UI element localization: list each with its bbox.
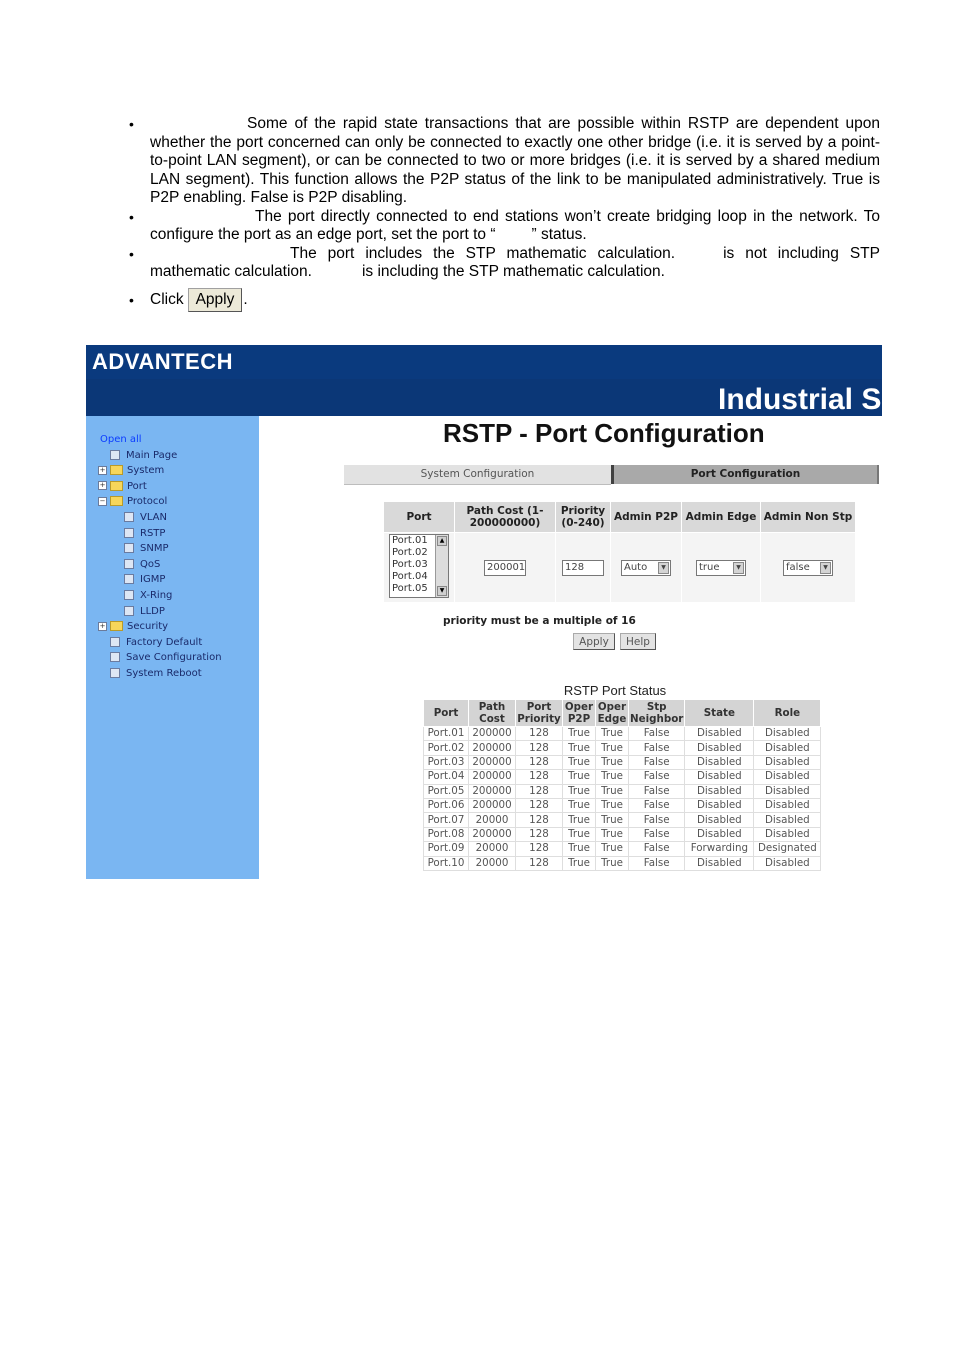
bullet-click-apply	[150, 288, 880, 312]
table-cell: Disabled	[685, 856, 754, 870]
sidebar-item-protocol[interactable]	[98, 495, 167, 509]
bullet-text: The port includes the STP mathematic calculation.	[290, 244, 676, 262]
bullet-admin-non-stp	[150, 245, 880, 282]
table-cell: Port.07	[424, 813, 469, 827]
table-cell: Disabled	[685, 755, 754, 769]
table-cell: 128	[516, 741, 563, 755]
table-row	[424, 842, 821, 856]
admin-p2p-cell	[611, 533, 682, 603]
port-select-cell	[384, 533, 455, 603]
table-cell: 200000	[469, 741, 516, 755]
sidebar-item-lldp[interactable]	[124, 605, 165, 619]
sidebar-item-qos[interactable]	[124, 558, 160, 572]
status-col-oper-p2p: Oper P2P	[563, 700, 596, 727]
table-cell: Disabled	[685, 798, 754, 812]
chevron-down-icon: ▼	[733, 562, 744, 574]
table-row	[424, 755, 821, 769]
tab-bar	[344, 465, 881, 485]
folder-icon	[110, 465, 123, 475]
table-cell: True	[596, 856, 629, 870]
bullet-list	[150, 115, 880, 312]
bullet-text: ” status.	[531, 226, 587, 243]
table-cell: Disabled	[754, 827, 821, 841]
table-cell: True	[563, 798, 596, 812]
sidebar-item-rstp[interactable]	[124, 527, 165, 541]
folder-icon	[110, 621, 123, 631]
admin-non-stp-select[interactable]	[783, 560, 833, 576]
sidebar-tree	[86, 416, 259, 879]
priority-input[interactable]: 128	[562, 560, 604, 576]
tab-system-configuration[interactable]: System Configuration	[344, 465, 611, 485]
sidebar-item-main-page[interactable]	[110, 449, 177, 463]
table-row	[424, 813, 821, 827]
tab-port-configuration[interactable]: Port Configuration	[611, 465, 879, 484]
table-cell: 200000	[469, 770, 516, 784]
click-end: .	[243, 290, 248, 308]
sidebar-item-label: SNMP	[140, 543, 169, 555]
table-cell: 200000	[469, 727, 516, 741]
port-multiselect[interactable]	[389, 534, 449, 598]
admin-edge-select[interactable]	[696, 560, 746, 576]
rstp-port-status-table	[423, 699, 821, 871]
sidebar-item-label: IGMP	[140, 574, 166, 586]
scrollbar[interactable]	[435, 535, 448, 597]
sidebar-item-snmp[interactable]	[124, 542, 169, 556]
table-row	[424, 798, 821, 812]
status-col-stp-neighbor: Stp Neighbor	[630, 701, 684, 725]
page-icon	[124, 574, 134, 584]
header-text: Priority (0-240)	[560, 505, 606, 529]
click-label: Click	[150, 290, 184, 308]
sidebar-item-label: RSTP	[140, 527, 166, 539]
table-cell: 200000	[469, 798, 516, 812]
apply-button-illustration: Apply	[188, 288, 243, 312]
sidebar-item-label: Save Configuration	[126, 652, 222, 664]
status-header-row	[424, 700, 821, 727]
table-cell: Disabled	[685, 727, 754, 741]
expand-icon[interactable]: +	[99, 465, 106, 474]
table-cell: Port.09	[424, 842, 469, 856]
table-cell: Disabled	[754, 741, 821, 755]
sidebar-item-label: System Reboot	[126, 668, 202, 679]
bullet-text: is not including STP mathematic calculation.	[150, 244, 880, 280]
table-cell: 128	[516, 727, 563, 741]
col-admin-edge: Admin Edge	[682, 502, 761, 533]
table-cell: Disabled	[754, 798, 821, 812]
table-cell: Disabled	[754, 813, 821, 827]
table-cell: 128	[516, 784, 563, 798]
port-option[interactable]: Port.01	[392, 535, 428, 546]
table-cell: True	[596, 813, 629, 827]
status-col-port-priority: Port Priority	[517, 701, 561, 725]
col-priority	[556, 502, 611, 533]
sidebar-item-port[interactable]	[98, 480, 147, 494]
sidebar-item-label: QoS	[140, 558, 161, 570]
admin-edge-cell	[682, 533, 761, 603]
chevron-down-icon: ▼	[820, 562, 831, 574]
table-cell: False	[629, 813, 685, 827]
sidebar-item-label: Security	[127, 621, 169, 633]
folder-icon	[110, 496, 123, 506]
table-cell: False	[629, 842, 685, 856]
table-cell: 128	[516, 842, 563, 856]
port-config-table	[383, 501, 856, 603]
brand-logo: ADVANTECH	[92, 349, 233, 374]
port-option[interactable]: Port.03	[392, 559, 428, 570]
chevron-down-icon: ▼	[658, 562, 669, 574]
port-option[interactable]: Port.02	[392, 547, 428, 558]
table-cell: False	[629, 727, 685, 741]
table-cell: 128	[516, 813, 563, 827]
table-cell: Designated	[754, 842, 821, 856]
bullet-text: Some of the rapid state transactions that are possible within RSTP are dependent upon whether the port concerned can only be connected to exactly one other bridge (i.e. it is served by a point-to-point LAN segment), or can be connected to two or more bridges (i.e. it is served by a shared medium LAN segment). This function allows the P2P status of the link to be manipulated administratively. True is P2P enabling. False is P2P disabling.	[150, 115, 880, 206]
expand-icon[interactable]: +	[99, 621, 106, 630]
table-cell: 128	[516, 770, 563, 784]
col-path-cost	[455, 502, 556, 533]
table-cell: Forwarding	[685, 842, 754, 856]
path-cost-input[interactable]: 200001	[484, 560, 526, 576]
table-cell: True	[596, 741, 629, 755]
folder-icon	[110, 481, 123, 491]
header-text: Path Cost (1-200000000)	[466, 505, 544, 529]
table-cell: False	[629, 856, 685, 870]
table-cell: True	[563, 784, 596, 798]
table-cell: True	[596, 727, 629, 741]
sidebar-item-igmp[interactable]	[124, 573, 165, 587]
sidebar-item-x-ring[interactable]	[124, 589, 172, 603]
expand-icon[interactable]: +	[99, 481, 106, 490]
table-cell: False	[629, 784, 685, 798]
table-cell: Port.06	[424, 798, 469, 812]
status-col-path-cost: Path Cost	[469, 700, 516, 727]
table-cell: True	[596, 827, 629, 841]
table-cell: True	[596, 784, 629, 798]
table-cell: Disabled	[754, 856, 821, 870]
table-cell: Disabled	[754, 784, 821, 798]
sidebar-item-save-configuration[interactable]	[110, 651, 222, 665]
admin-p2p-select[interactable]	[621, 560, 671, 576]
table-cell: 128	[516, 798, 563, 812]
sidebar-item-vlan[interactable]	[124, 511, 167, 525]
table-cell: False	[629, 755, 685, 769]
table-cell: True	[563, 770, 596, 784]
table-row	[424, 741, 821, 755]
table-cell: Port.03	[424, 755, 469, 769]
port-option[interactable]: Port.05	[392, 583, 428, 594]
scroll-down-icon[interactable]: ▼	[437, 586, 447, 596]
sidebar-item-label: X-Ring	[140, 590, 173, 601]
table-cell: 200000	[469, 784, 516, 798]
banner-title: Industrial S	[718, 383, 882, 416]
bullet-admin-edge	[150, 208, 880, 245]
page-title: RSTP - Port Configuration	[443, 418, 765, 448]
page-icon	[124, 606, 134, 616]
page-icon	[124, 590, 134, 600]
table-cell: False	[629, 827, 685, 841]
table-cell: 128	[516, 856, 563, 870]
status-col-port: Port	[424, 700, 469, 727]
rstp-port-config-screenshot	[86, 345, 882, 879]
table-cell: True	[563, 741, 596, 755]
table-cell: True	[563, 856, 596, 870]
sidebar-item-label: VLAN	[140, 512, 167, 523]
table-cell: False	[629, 741, 685, 755]
table-row	[424, 727, 821, 741]
table-cell: False	[629, 798, 685, 812]
table-cell: True	[563, 842, 596, 856]
table-cell: Disabled	[685, 813, 754, 827]
sidebar-item-label: Factory Default	[126, 636, 203, 648]
table-cell: Port.01	[424, 727, 469, 741]
table-cell: Disabled	[685, 770, 754, 784]
select-value: Auto	[624, 561, 648, 573]
sidebar-item-label: System	[127, 465, 165, 477]
table-cell: True	[563, 827, 596, 841]
table-cell: True	[563, 727, 596, 741]
table-cell: False	[629, 770, 685, 784]
table-cell: Port.10	[424, 856, 469, 870]
select-value: false	[786, 561, 810, 573]
table-cell: Disabled	[685, 741, 754, 755]
table-cell: Disabled	[754, 727, 821, 741]
priority-cell	[556, 533, 611, 603]
bullet-admin-p2p	[150, 115, 880, 208]
table-cell: True	[596, 842, 629, 856]
status-body	[424, 727, 821, 871]
priority-note: priority must be a multiple of 16	[443, 615, 636, 627]
sidebar-item-system[interactable]	[98, 464, 164, 478]
bullet-text: is including the STP mathematic calculation.	[361, 263, 665, 280]
page-icon	[110, 450, 120, 460]
help-button[interactable]: Help	[620, 633, 656, 650]
page-icon	[124, 543, 134, 553]
table-cell: 20000	[469, 813, 516, 827]
table-row	[424, 770, 821, 784]
table-cell: 128	[516, 755, 563, 769]
status-col-oper-edge: Oper Edge	[596, 700, 629, 727]
header-banner	[86, 345, 882, 416]
select-value: true	[699, 561, 720, 573]
sidebar-item-label: Protocol	[127, 496, 168, 508]
sidebar-item-label: Port	[127, 480, 147, 492]
page-icon	[110, 637, 120, 647]
table-cell: Disabled	[754, 755, 821, 769]
admin-non-stp-cell	[761, 533, 856, 603]
table-row	[424, 784, 821, 798]
sidebar-item-factory-default[interactable]	[110, 636, 202, 650]
table-cell: Port.04	[424, 770, 469, 784]
table-cell: True	[596, 770, 629, 784]
table-cell: 200000	[469, 755, 516, 769]
table-cell: True	[596, 755, 629, 769]
sidebar-item-label: Main Page	[126, 449, 178, 461]
path-cost-cell	[455, 533, 556, 603]
table-cell: True	[563, 755, 596, 769]
col-admin-p2p: Admin P2P	[611, 502, 682, 533]
table-cell: 128	[516, 827, 563, 841]
open-all-link[interactable]: Open all	[100, 434, 142, 445]
sidebar-item-system-reboot[interactable]	[110, 667, 202, 681]
bullet-text: The port directly connected to end stations won’t create bridging loop in the network. To configure the port as an edge port, set the port to “	[150, 207, 880, 243]
status-col-role: Role	[754, 700, 821, 727]
page-icon	[110, 652, 120, 662]
page-icon	[124, 559, 134, 569]
port-option[interactable]: Port.04	[392, 571, 428, 582]
table-cell: Port.05	[424, 784, 469, 798]
table-row	[424, 827, 821, 841]
table-cell: 20000	[469, 856, 516, 870]
collapse-icon[interactable]: −	[99, 496, 106, 505]
table-cell: True	[563, 813, 596, 827]
apply-button[interactable]: Apply	[573, 633, 615, 650]
table-cell: Port.02	[424, 741, 469, 755]
col-admin-non-stp: Admin Non Stp	[761, 502, 856, 533]
page-icon	[124, 512, 134, 522]
status-col-state: State	[685, 700, 754, 727]
table-row	[424, 856, 821, 870]
sidebar-item-security[interactable]	[98, 620, 168, 634]
table-cell: Disabled	[685, 827, 754, 841]
page-icon	[110, 668, 120, 678]
table-cell: Port.08	[424, 827, 469, 841]
table-cell: Disabled	[754, 770, 821, 784]
table-cell: 200000	[469, 827, 516, 841]
table-cell: 20000	[469, 842, 516, 856]
scroll-up-icon[interactable]: ▲	[437, 536, 447, 546]
status-title: RSTP Port Status	[563, 683, 667, 698]
col-port: Port	[384, 502, 455, 533]
table-cell: True	[596, 798, 629, 812]
sidebar-item-label: LLDP	[140, 605, 165, 617]
table-cell: Disabled	[685, 784, 754, 798]
page-icon	[124, 528, 134, 538]
